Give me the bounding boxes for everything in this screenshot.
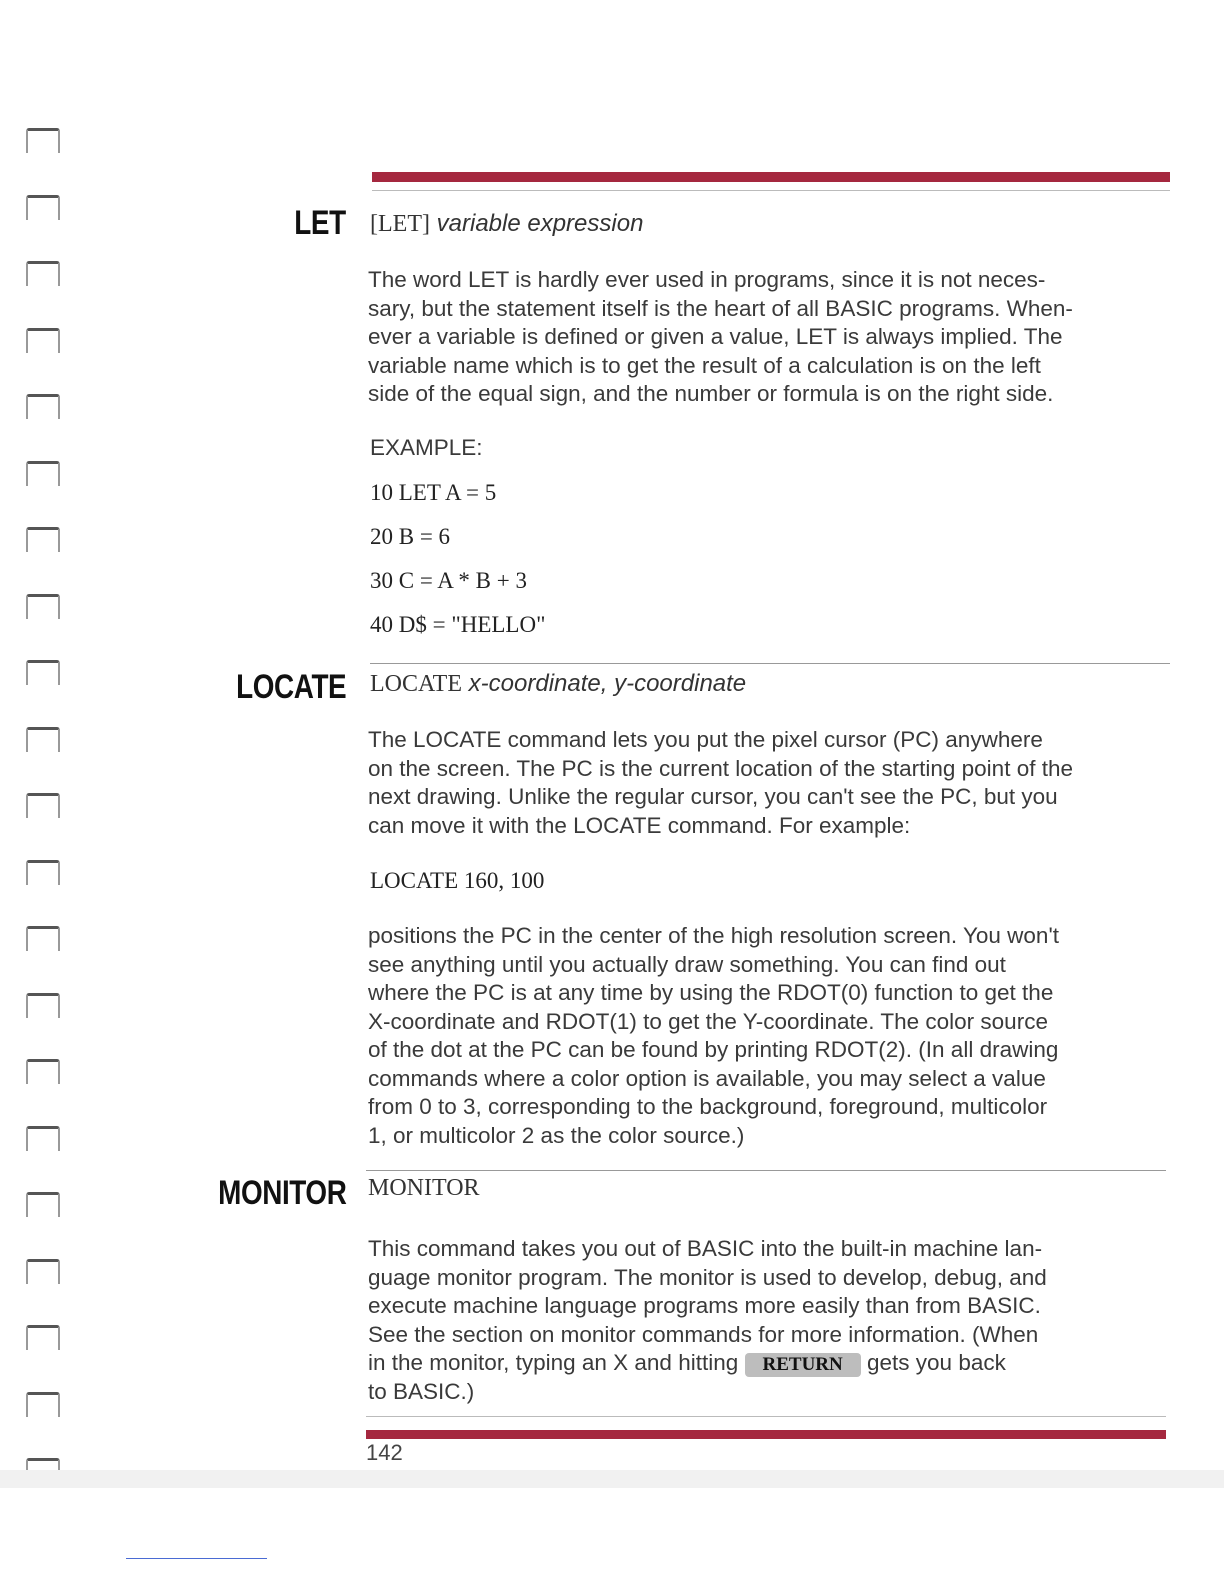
text-line: guage monitor program. The monitor is used to develop, debug, and (368, 1264, 1047, 1290)
monitor-description (368, 1235, 1168, 1406)
binding-ring (26, 195, 62, 225)
text-line: can move it with the LOCATE command. For example: (368, 812, 911, 838)
footer-line (126, 1558, 267, 1559)
binding-ring (26, 527, 62, 557)
binding-ring (26, 1126, 62, 1156)
binding-ring-shape (26, 727, 60, 752)
code-line: 40 D$ = "HELLO" (370, 612, 546, 637)
section-divider (366, 1170, 1166, 1171)
binding-ring (26, 1059, 62, 1089)
top-accent-bar (372, 172, 1170, 182)
locate-explanation (368, 922, 1168, 1150)
top-thin-rule (372, 190, 1170, 191)
binding-ring-shape (26, 1259, 60, 1284)
binding-ring (26, 594, 62, 624)
text-fragment: gets you back (867, 1350, 1006, 1375)
text-line: The word LET is hardly ever used in programs, since it is not neces- (368, 267, 1046, 292)
binding-ring (26, 1259, 62, 1289)
binding-ring-shape (26, 1392, 60, 1417)
locate-syntax (370, 670, 746, 698)
text-line: The LOCATE command lets you put the pixel cursor (PC) anywhere (368, 727, 1043, 752)
binding-ring (26, 394, 62, 424)
let-example-label: EXAMPLE: (370, 435, 483, 460)
let-syntax (370, 210, 643, 238)
binding-ring (26, 128, 62, 158)
binding-ring-shape (26, 261, 60, 286)
binding-ring (26, 727, 62, 757)
code-line: 20 B = 6 (370, 524, 451, 549)
text-line: where the PC is at any time by using the RDOT(0) function to get the (368, 980, 1054, 1005)
binding-ring-shape (26, 1126, 60, 1151)
locate-syntax-args: x-coordinate, y-coordinate (468, 670, 747, 697)
bottom-accent-bar (366, 1430, 1166, 1439)
text-line: variable name which is to get the result of a calculation is on the left (368, 352, 1041, 378)
binding-ring-shape (26, 1192, 60, 1217)
binding-ring (26, 461, 62, 491)
binding-ring-shape (26, 926, 60, 951)
text-fragment: in the monitor, typing an X and hitting (368, 1350, 739, 1375)
binding-ring (26, 993, 62, 1023)
text-line: 1, or multicolor 2 as the color source.) (368, 1122, 745, 1148)
binding-ring-shape (26, 594, 60, 619)
binding-ring (26, 860, 62, 890)
binding-ring (26, 660, 62, 690)
text-line: to BASIC.) (368, 1378, 475, 1404)
binding-ring (26, 1192, 62, 1222)
return-key-icon: RETURN (745, 1353, 861, 1377)
text-line: This command takes you out of BASIC into the built-in machine lan- (368, 1236, 1043, 1261)
text-line: on the screen. The PC is the current location of the starting point of the (368, 755, 1073, 781)
text-line: positions the PC in the center of the high resolution screen. You won't (368, 923, 1059, 948)
binding-ring-shape (26, 527, 60, 552)
binding-ring (26, 926, 62, 956)
let-description (368, 266, 1168, 409)
let-syntax-keyword: [LET] (370, 211, 430, 237)
binding-ring-shape (26, 461, 60, 486)
binding-ring-shape (26, 793, 60, 818)
text-line: sary, but the statement itself is the heart of all BASIC programs. When- (368, 295, 1073, 321)
page-number: 142 (366, 1440, 403, 1465)
text-line: next drawing. Unlike the regular cursor, you can't see the PC, but you (368, 784, 1058, 809)
text-line (368, 1349, 1168, 1378)
binding-ring-shape (26, 128, 60, 153)
binding-ring-shape (26, 394, 60, 419)
binding-ring-shape (26, 328, 60, 353)
locate-heading: LOCATE (235, 668, 346, 706)
code-line: 10 LET A = 5 (370, 480, 497, 505)
text-line: commands where a color option is available, you may select a value (368, 1065, 1046, 1091)
binding-ring (26, 1325, 62, 1355)
binding-ring-shape (26, 993, 60, 1018)
binding-ring (26, 1392, 62, 1422)
text-line: X-coordinate and RDOT(1) to get the Y-coordinate. The color source (368, 1008, 1048, 1034)
locate-example: LOCATE 160, 100 (370, 868, 545, 893)
binding-ring-shape (26, 1059, 60, 1084)
text-line: execute machine language programs more easily than from BASIC. (368, 1293, 1041, 1318)
binding-ring (26, 793, 62, 823)
let-heading: LET (294, 204, 346, 242)
monitor-syntax-keyword: MONITOR (368, 1175, 480, 1201)
bottom-thin-rule (366, 1416, 1166, 1417)
section-divider (370, 663, 1170, 664)
binding-ring-shape (26, 195, 60, 220)
text-line: See the section on monitor commands for more information. (When (368, 1321, 1039, 1347)
binding-ring (26, 261, 62, 291)
code-line: 30 C = A * B + 3 (370, 568, 527, 593)
monitor-syntax (368, 1174, 480, 1202)
text-line: ever a variable is defined or given a value, LET is always implied. The (368, 324, 1063, 349)
text-line: of the dot at the PC can be found by printing RDOT(2). (In all drawing (368, 1037, 1059, 1062)
binding-ring-shape (26, 660, 60, 685)
locate-description (368, 726, 1168, 840)
locate-syntax-keyword: LOCATE (370, 671, 462, 697)
binding-ring-shape (26, 1325, 60, 1350)
monitor-heading: MONITOR (217, 1174, 346, 1212)
text-line: from 0 to 3, corresponding to the background, foreground, multicolor (368, 1094, 1048, 1119)
let-syntax-args: variable expression (436, 210, 644, 237)
text-line: see anything until you actually draw something. You can find out (368, 951, 1006, 977)
binding-ring-shape (26, 860, 60, 885)
text-line: side of the equal sign, and the number or formula is on the right side. (368, 381, 1054, 406)
binding-ring (26, 328, 62, 358)
scan-edge-band (0, 1470, 1224, 1488)
